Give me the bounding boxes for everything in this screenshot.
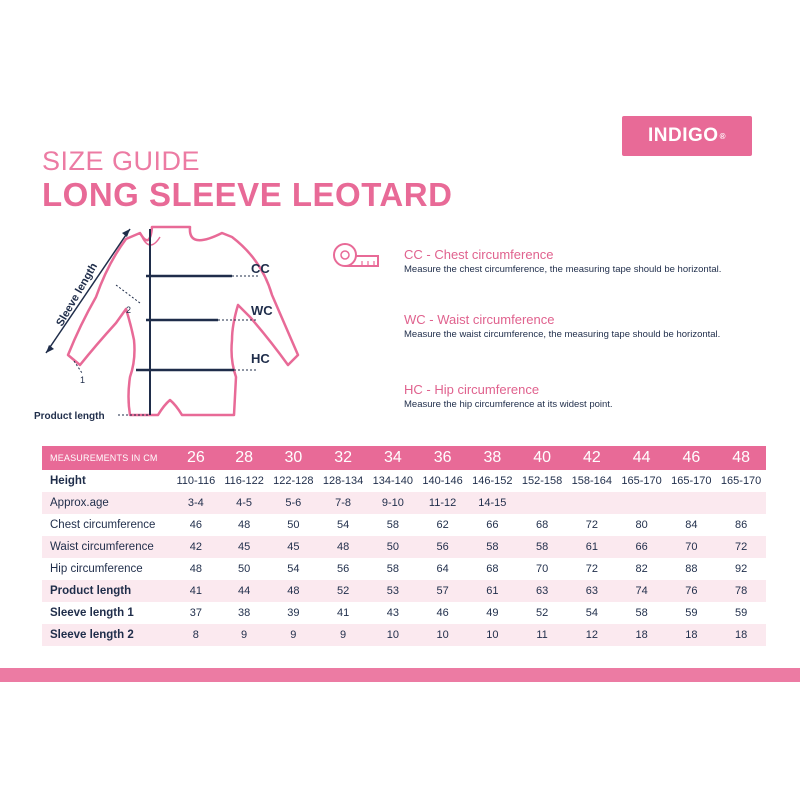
table-cell: 61	[567, 536, 617, 558]
table-cell: 165-170	[621, 475, 662, 487]
page-title: LONG SLEEVE LEOTARD	[42, 176, 453, 213]
table-cell: 82	[635, 563, 648, 575]
table-row	[42, 558, 766, 580]
legend-cc	[404, 247, 724, 276]
table-cell	[666, 492, 716, 514]
table-cell: 46	[189, 519, 202, 531]
table-cell: 110-116	[176, 475, 216, 487]
table-cell: 10	[418, 624, 468, 646]
table-cell: 3-4	[172, 492, 220, 514]
table-cell: 45	[220, 536, 269, 558]
table-cell: 7-8	[318, 492, 368, 514]
table-cell: 56	[336, 563, 350, 575]
hc-label: HC	[251, 351, 270, 366]
table-cell: 122-128	[273, 475, 314, 487]
table-cell: 8	[172, 624, 220, 646]
sleeve-length-label: Sleeve length	[54, 261, 101, 329]
table-cell: 52	[535, 607, 549, 619]
table-row	[42, 492, 766, 514]
table-cell: 58	[467, 536, 517, 558]
size-header-row	[42, 446, 766, 470]
size-col: 38	[467, 446, 517, 470]
table-cell: 9	[268, 624, 318, 646]
header-label: MEASUREMENTS IN CM	[42, 446, 172, 470]
table-cell: 11	[517, 624, 567, 646]
row-label: Approx.age	[42, 492, 172, 514]
table-cell: 134-140	[372, 475, 414, 487]
table-cell: 14-15	[467, 492, 517, 514]
table-cell: 86	[734, 519, 748, 531]
table-cell: 62	[436, 519, 449, 531]
table-cell: 50	[287, 519, 300, 531]
table-cell: 11-12	[418, 492, 468, 514]
table-cell: 70	[666, 536, 716, 558]
product-length-label: Product length	[34, 411, 105, 422]
wc-label: WC	[251, 303, 273, 318]
table-cell: 52	[318, 580, 368, 602]
marker-2: 2	[126, 305, 132, 315]
table-row	[42, 470, 766, 492]
marker-1: 1	[80, 375, 86, 385]
legend-wc-title: WC - Waist circumference	[404, 312, 555, 327]
table-cell: 42	[172, 536, 220, 558]
size-col: 28	[220, 446, 269, 470]
size-col: 44	[617, 446, 667, 470]
leotard-diagram	[0, 215, 320, 430]
brand-name: INDIGO	[648, 125, 719, 146]
legend-wc	[404, 312, 724, 341]
table-cell: 152-158	[521, 475, 563, 487]
legend-hc	[404, 382, 724, 411]
table-cell: 48	[189, 563, 202, 575]
table-cell: 146-152	[472, 475, 513, 487]
row-label: Product length	[42, 580, 172, 602]
table-cell: 88	[685, 563, 698, 575]
table-cell: 165-170	[720, 475, 762, 487]
sleeve-length-arrow	[46, 229, 130, 353]
row-label: Chest circumference	[50, 519, 156, 531]
table-cell: 38	[237, 607, 251, 619]
table-cell: 48	[268, 580, 318, 602]
table-cell	[617, 492, 667, 514]
table-cell: 10	[368, 624, 418, 646]
size-col: 26	[172, 446, 220, 470]
table-row	[42, 514, 766, 536]
table-cell: 9	[318, 624, 368, 646]
table-cell	[567, 492, 617, 514]
size-col: 42	[567, 446, 617, 470]
table-cell	[716, 492, 766, 514]
cc-label: CC	[251, 261, 270, 276]
table-cell: 72	[585, 563, 598, 575]
table-cell: 128-134	[322, 475, 364, 487]
legend-cc-desc: Measure the chest circumference, the measuring tape should be horizontal.	[404, 264, 722, 275]
table-cell: 54	[585, 607, 598, 619]
row-label: Sleeve length 2	[42, 624, 172, 646]
table-cell: 72	[585, 519, 598, 531]
table-cell: 50	[368, 536, 418, 558]
page-subtitle: SIZE GUIDE	[42, 146, 201, 176]
table-cell: 12	[567, 624, 617, 646]
table-cell: 70	[535, 563, 549, 575]
footer-bar	[0, 668, 800, 682]
row-label: Waist circumference	[42, 536, 172, 558]
table-cell: 80	[635, 519, 648, 531]
table-cell: 74	[617, 580, 667, 602]
measuring-tape-icon	[330, 238, 382, 272]
table-cell: 58	[386, 563, 399, 575]
table-cell: 61	[467, 580, 517, 602]
table-cell: 140-146	[422, 475, 463, 487]
table-cell: 57	[418, 580, 468, 602]
table-cell: 78	[716, 580, 766, 602]
table-cell: 165-170	[671, 475, 712, 487]
row-label: Height	[50, 475, 86, 487]
table-cell: 9-10	[368, 492, 418, 514]
size-col: 48	[716, 446, 766, 470]
table-cell: 39	[287, 607, 300, 619]
table-cell: 76	[666, 580, 716, 602]
table-cell: 66	[486, 519, 499, 531]
size-table-body	[42, 470, 766, 646]
table-cell: 63	[567, 580, 617, 602]
table-cell: 44	[220, 580, 269, 602]
table-cell: 45	[268, 536, 318, 558]
table-cell: 4-5	[220, 492, 269, 514]
table-cell: 68	[486, 563, 499, 575]
table-cell: 37	[189, 607, 202, 619]
table-cell: 46	[436, 607, 449, 619]
table-cell: 10	[467, 624, 517, 646]
brand-logo	[622, 116, 752, 156]
table-cell	[517, 492, 567, 514]
table-cell: 92	[734, 563, 748, 575]
table-cell: 58	[635, 607, 648, 619]
row-label: Sleeve length 1	[50, 607, 134, 619]
table-cell: 116-122	[224, 475, 264, 487]
table-cell: 84	[685, 519, 698, 531]
table-cell: 72	[716, 536, 766, 558]
size-col: 34	[368, 446, 418, 470]
table-cell: 5-6	[268, 492, 318, 514]
table-cell: 64	[436, 563, 449, 575]
legend-hc-desc: Measure the hip circumference at its widest point.	[404, 399, 613, 410]
table-cell: 9	[220, 624, 269, 646]
table-row	[42, 602, 766, 624]
table-cell: 49	[486, 607, 499, 619]
table-cell: 48	[318, 536, 368, 558]
table-cell: 56	[418, 536, 468, 558]
table-cell: 41	[336, 607, 350, 619]
table-cell: 18	[666, 624, 716, 646]
table-cell: 41	[172, 580, 220, 602]
size-col: 30	[268, 446, 318, 470]
legend-wc-desc: Measure the waist circumference, the measuring tape should be horizontal.	[404, 329, 721, 340]
legend-cc-title: CC - Chest circumference	[404, 247, 554, 262]
size-table	[42, 446, 766, 646]
table-cell: 68	[535, 519, 549, 531]
table-cell: 54	[336, 519, 350, 531]
size-col: 32	[318, 446, 368, 470]
table-row	[42, 580, 766, 602]
table-cell: 158-164	[571, 475, 613, 487]
table-row	[42, 536, 766, 558]
registered-mark: ®	[719, 131, 726, 141]
table-cell: 59	[734, 607, 748, 619]
table-cell: 18	[617, 624, 667, 646]
size-col: 36	[418, 446, 468, 470]
table-cell: 59	[685, 607, 698, 619]
table-cell: 50	[237, 563, 251, 575]
table-cell: 43	[386, 607, 399, 619]
legend-hc-title: HC - Hip circumference	[404, 382, 540, 397]
table-cell: 54	[287, 563, 300, 575]
size-col: 40	[517, 446, 567, 470]
table-cell: 63	[517, 580, 567, 602]
table-cell: 58	[517, 536, 567, 558]
table-cell: 48	[237, 519, 251, 531]
table-cell: 58	[386, 519, 399, 531]
table-row	[42, 624, 766, 646]
table-cell: 66	[617, 536, 667, 558]
row-label: Hip circumference	[50, 563, 143, 575]
table-cell: 18	[716, 624, 766, 646]
table-cell: 53	[368, 580, 418, 602]
size-col: 46	[666, 446, 716, 470]
